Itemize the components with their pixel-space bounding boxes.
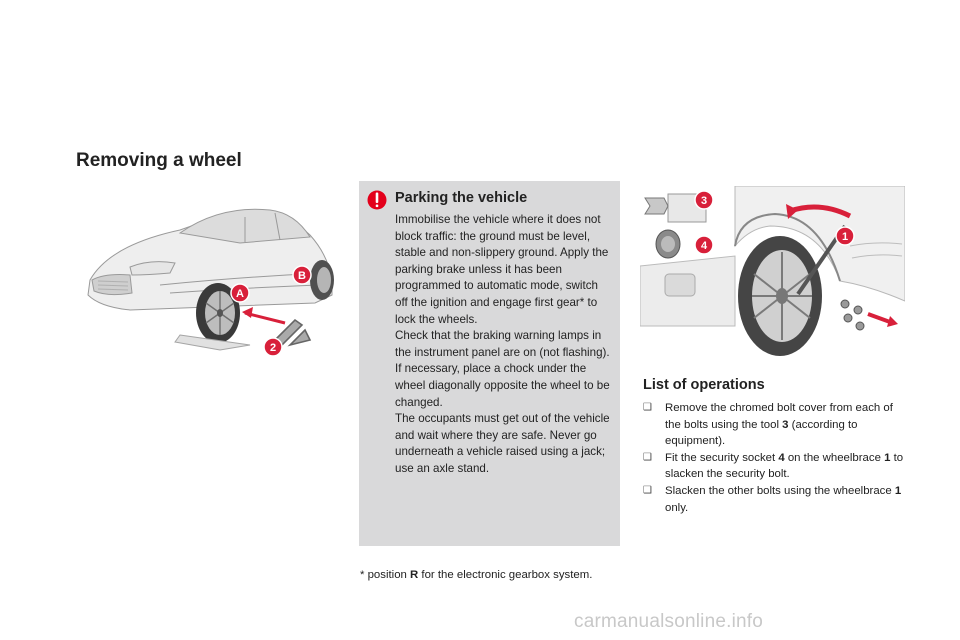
parking-heading: Parking the vehicle: [395, 190, 528, 206]
watermark: carmanualsonline.info: [574, 611, 764, 632]
callout-B: [293, 266, 311, 284]
parking-paragraph: Immobilise the vehicle where it does not block traffic: the ground must be level, stable and non-slippery ground. Apply the parking brake unless it has been programmed to automatic mode, switch off the ignition and engage first gear* to lock the wheels.: [395, 213, 609, 326]
parking-paragraph: The occupants must get out of the vehicle and wait where they are safe. Never go underneath a vehicle raised using a jack; use an axle stand.: [395, 412, 610, 475]
svg-text:2: 2: [269, 342, 277, 354]
callout-2: [264, 338, 282, 356]
parking-paragraph: If necessary, place a chock under the wheel diagonally opposite the wheel to be changed.: [395, 362, 610, 409]
warning-icon: [367, 190, 387, 210]
checkbox-bullet-icon: ❑: [643, 402, 652, 413]
list-item: ❑ Slacken the other bolts using the wheelbrace 1 only.: [643, 484, 902, 514]
checkbox-bullet-icon: ❑: [643, 451, 652, 463]
svg-text:A: A: [236, 288, 244, 300]
checkbox-bullet-icon: ❑: [643, 484, 652, 496]
callout-1: [836, 227, 854, 245]
callout-3: [695, 191, 713, 209]
parking-instructions: [395, 212, 613, 478]
svg-text:1: 1: [841, 231, 849, 243]
svg-text:3: 3: [700, 195, 708, 207]
parking-paragraph: Check that the braking warning lamps in the instrument panel are on (not flashing).: [395, 329, 610, 359]
page-title: Removing a wheel: [76, 150, 242, 171]
footnote: * position R for the electronic gearbox system.: [360, 569, 593, 581]
operations-heading: List of operations: [643, 377, 765, 393]
svg-text:4: 4: [700, 240, 708, 252]
list-item: ❑ Fit the security socket 4 on the wheelbrace 1 to slacken the security bolt.: [643, 451, 904, 481]
operations-list: [643, 400, 905, 516]
callout-A: [231, 284, 249, 302]
wheelbrace-illustration: [640, 186, 905, 358]
list-item: ❑ Remove the chromed bolt cover from each of the bolts using the tool 3 (according to equipment).: [643, 402, 893, 448]
svg-text:B: B: [298, 270, 306, 282]
car-jack-illustration: [70, 185, 350, 360]
callout-4: [695, 236, 713, 254]
